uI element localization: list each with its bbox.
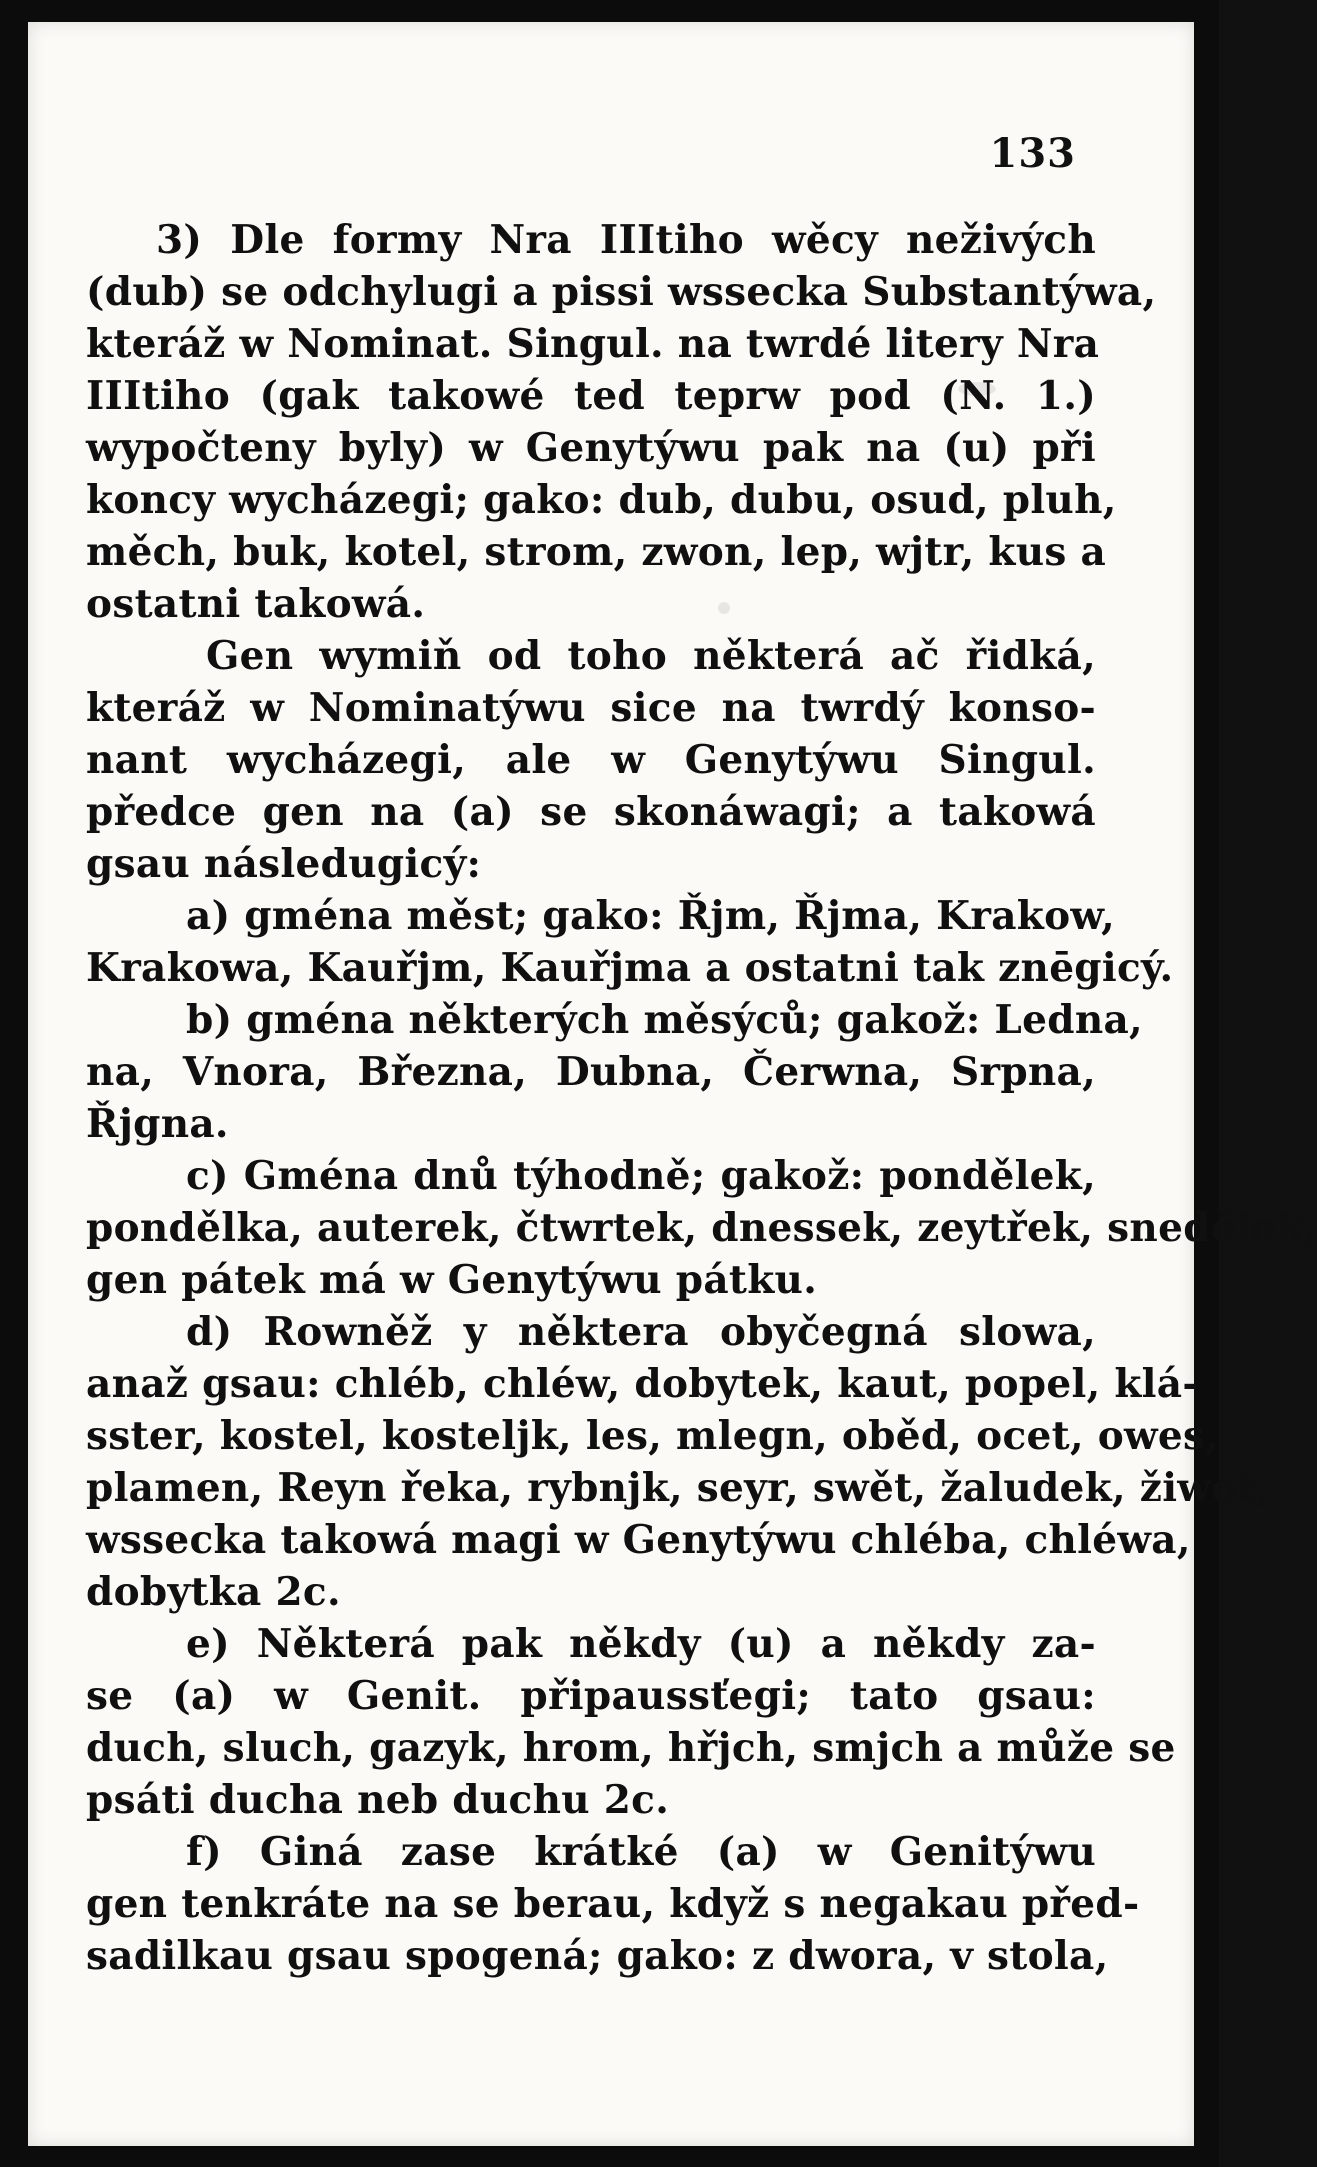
text-line: na, Vnora, Března, Dubna, Čerwna, Srpna, (86, 1049, 1096, 1095)
text-line: a) gména měst; gako: Řjm, Řjma, Krakow, (186, 893, 1115, 939)
text-line: anaž gsau: chléb, chléw, dobytek, kaut, popel, klá- (86, 1361, 1199, 1407)
text-line: Gen wymiň od toho některá ač řidká, (206, 633, 1096, 679)
text-line: e) Některá pak někdy (u) a někdy za- (186, 1621, 1096, 1667)
text-line: b) gména některých měsýců; gakož: Ledna, (186, 997, 1143, 1043)
text-line: nant wycházegi, ale w Genytýwu Singul. (86, 737, 1096, 783)
text-line: gen pátek má w Genytýwu pátku. (86, 1257, 818, 1303)
text-line: pondělka, auterek, čtwrtek, dnessek, zeytřek, snedělek, (86, 1205, 1317, 1251)
text-line: Krakowa, Kauřjm, Kauřjma a ostatni tak znēgicý. (86, 945, 1174, 991)
page-number: 133 (989, 130, 1076, 177)
text-line: dobytka 2c. (86, 1569, 341, 1615)
text-line: duch, sluch, gazyk, hrom, hřjch, smjch a může se (86, 1725, 1176, 1771)
text-line: kteráž w Nominat. Singul. na twrdé litery Nra (86, 321, 1100, 367)
text-line: wypočteny byly) w Genytýwu pak na (u) při (86, 425, 1096, 471)
page-body-text (86, 214, 1317, 1982)
text-line: předce gen na (a) se skonáwagi; a takowá (86, 789, 1096, 835)
text-line: d) Rowněž y některa obyčegná slowa, (186, 1309, 1096, 1355)
text-line: psáti ducha neb duchu 2c. (86, 1777, 670, 1823)
text-line: IIItiho (gak takowé ted teprw pod (N. 1.) (86, 373, 1096, 419)
text-line: wssecka takowá magi w Genytýwu chléba, chléwa, (86, 1517, 1191, 1563)
book-page (28, 22, 1317, 2146)
text-line: se (a) w Genit. připaussťegi; tato gsau: (86, 1673, 1096, 1719)
text-line: měch, buk, kotel, strom, zwon, lep, wjtr, kus a (86, 529, 1107, 575)
text-line: gen tenkráte na se berau, když s negakau před- (86, 1881, 1140, 1927)
text-line: kteráž w Nominatýwu sice na twrdý konso- (86, 685, 1096, 731)
text-line: Řjgna. (86, 1101, 229, 1147)
text-line: sadilkau gsau spogená; gako: z dwora, v stola, (86, 1933, 1109, 1979)
text-line: sster, kostel, kosteljk, les, mlegn, oběd, ocet, owes, (86, 1413, 1220, 1459)
text-line: ostatni takowá. (86, 581, 426, 627)
text-line: c) Gména dnů týhodně; gakož: pondělek, (186, 1153, 1096, 1199)
text-line: gsau následugicý: (86, 841, 482, 887)
text-line: 3) Dle formy Nra IIItiho wěcy neživých (156, 217, 1096, 263)
text-line: f) Giná zase krátké (a) w Genitýwu (186, 1829, 1096, 1875)
text-line: plamen, Reyn řeka, rybnjk, seyr, swět, žaludek, žiwot, (86, 1465, 1270, 1511)
text-line: koncy wycházegi; gako: dub, dubu, osud, pluh, (86, 477, 1117, 523)
text-line: (dub) se odchylugi a pissi wssecka Substantýwa, (86, 269, 1157, 315)
